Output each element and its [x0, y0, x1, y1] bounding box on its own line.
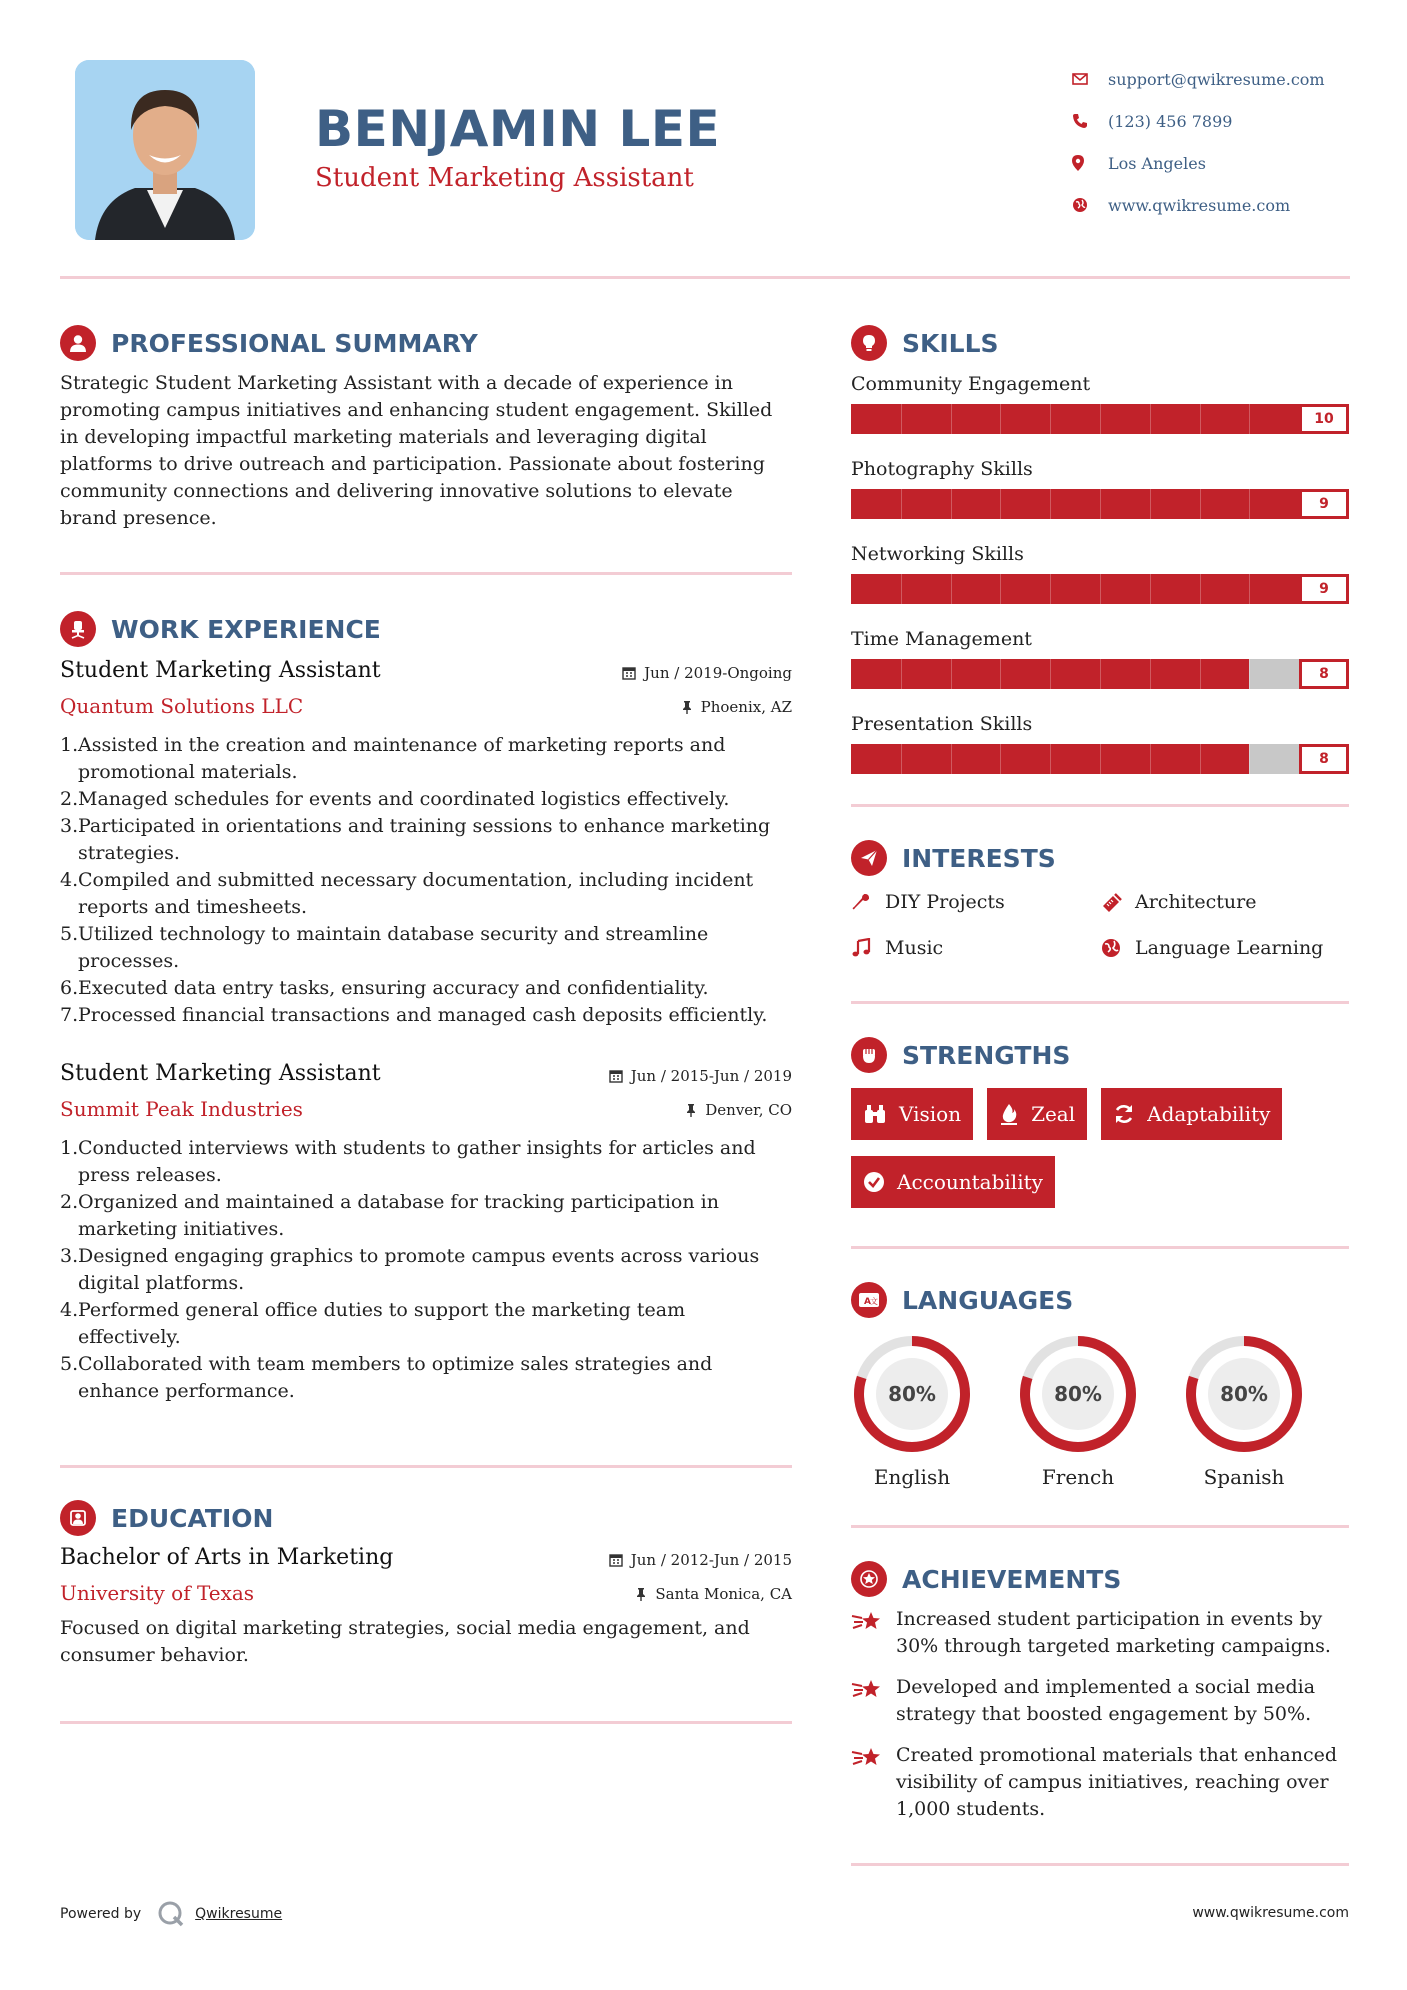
contact-location: [1072, 142, 1372, 184]
interests-divider: [851, 1001, 1349, 1004]
lightbulb-icon: [851, 325, 887, 361]
job-entry: [60, 654, 792, 1029]
graduate-icon: [60, 1500, 96, 1536]
skill-bar-segment: [951, 574, 952, 604]
contact-website[interactable]: [1072, 184, 1372, 226]
skill-value: 10: [1299, 404, 1349, 434]
refresh-icon: [1113, 1103, 1135, 1125]
skill-bar-segment: [1100, 744, 1101, 774]
check-circle-icon: [863, 1171, 885, 1193]
skill-bar-segment: [1050, 404, 1051, 434]
language-percent: 80%: [888, 1382, 936, 1406]
contact-list: [1072, 58, 1372, 226]
powered-by-label: Powered by: [60, 1906, 142, 1922]
achievement-item: Created promotional materials that enhanced visibility of campus initiatives, reaching over 1,000 students.: [851, 1742, 1349, 1823]
language-percent: 80%: [1054, 1382, 1102, 1406]
skill-value: 8: [1299, 659, 1349, 689]
language-item: [1183, 1333, 1349, 1489]
language-ring: [851, 1333, 973, 1455]
left-column: [60, 320, 792, 1724]
job-title: Student Marketing Assistant: [60, 658, 381, 683]
user-icon: [60, 325, 96, 361]
job-date: Jun / 2015-Jun / 2019: [609, 1067, 792, 1085]
education-date: Jun / 2012-Jun / 2015: [609, 1551, 792, 1569]
job-company: Quantum Solutions LLC: [60, 694, 304, 718]
paper-plane-icon: [851, 840, 887, 876]
degree-title: Bachelor of Arts in Marketing: [60, 1545, 394, 1570]
skill-value: 9: [1299, 489, 1349, 519]
skill-bar-segment: [1100, 489, 1101, 519]
calendar-icon: [622, 666, 636, 680]
interest-item: DIY Projects: [851, 889, 1101, 915]
contact-email-text: support@qwikresume.com: [1108, 69, 1325, 89]
list-item: 4. Performed general office duties to support the marketing team effectively.: [60, 1299, 686, 1348]
skill-fill: [851, 489, 1299, 519]
list-item: 3. Designed engaging graphics to promote campus events across various digital platforms.: [60, 1245, 760, 1294]
skill-bar-segment: [1200, 574, 1201, 604]
education-divider: [60, 1721, 792, 1724]
skill-name: Presentation Skills: [851, 713, 1033, 735]
languages-title: LANGUAGES: [902, 1285, 1074, 1315]
education-entry: [60, 1541, 792, 1669]
interests-list: [851, 889, 1349, 961]
language-ring: [1017, 1333, 1139, 1455]
summary-text: Strategic Student Marketing Assistant with a decade of experience in promoting campus initiatives and enhancing student engagement. Skilled in developing impactful marketing materials and leveraging digital platforms to drive outreach and participation. Passionate about fostering community connections and delivering innovative solutions to elevate brand presence.: [60, 372, 773, 529]
job-location: Denver, CO: [685, 1101, 792, 1119]
globe-icon: [1101, 938, 1135, 958]
skill-bar-segment: [1200, 404, 1201, 434]
summary-divider: [60, 572, 792, 575]
education-title: EDUCATION: [111, 1503, 274, 1533]
job-duties: [60, 1135, 792, 1405]
list-item: 6. Executed data entry tasks, ensuring accuracy and confidentiality.: [60, 977, 709, 999]
star-badge-icon: [851, 1561, 887, 1597]
globe-icon: [1072, 197, 1108, 213]
skills-title: SKILLS: [902, 328, 999, 358]
languages-heading: [851, 1277, 1349, 1323]
list-item: 5. Collaborated with team members to optimize sales strategies and enhance performance.: [60, 1353, 713, 1402]
skill-item: [851, 536, 1349, 604]
skill-name: Time Management: [851, 628, 1032, 650]
binoculars-icon: [863, 1104, 887, 1124]
calendar-icon: [609, 1069, 623, 1083]
language-item: [1017, 1333, 1183, 1489]
skill-bar-segment: [1150, 744, 1151, 774]
skills-list: [851, 366, 1349, 774]
skill-bar-segment: [901, 574, 902, 604]
skill-bar-segment: [1000, 489, 1001, 519]
skill-bar-segment: [1249, 744, 1250, 774]
strengths-list: [851, 1088, 1349, 1208]
achievement-item: Developed and implemented a social media strategy that boosted engagement by 50%.: [851, 1674, 1349, 1728]
phone-icon: [1072, 113, 1108, 129]
skill-bar-segment: [1249, 489, 1250, 519]
candidate-title: Student Marketing Assistant: [315, 163, 694, 193]
summary-heading: [60, 320, 792, 366]
experience-title: WORK EXPERIENCE: [111, 614, 381, 644]
skill-bar-segment: [1100, 404, 1101, 434]
skill-name: Photography Skills: [851, 458, 1033, 480]
contact-location-text: Los Angeles: [1108, 153, 1206, 173]
strengths-title: STRENGTHS: [902, 1040, 1071, 1070]
calendar-icon: [609, 1553, 623, 1567]
interest-item: Music: [851, 935, 1101, 961]
skills-heading: [851, 320, 1349, 366]
contact-phone-text: (123) 456 7899: [1108, 111, 1233, 131]
experience-heading: [60, 606, 792, 652]
envelope-icon: [1072, 72, 1108, 86]
skill-item: [851, 366, 1349, 434]
pushpin-icon: [685, 1103, 697, 1117]
skill-bar-segment: [1000, 744, 1001, 774]
education-text: Focused on digital marketing strategies, social media engagement, and consumer behavior.: [60, 1617, 750, 1666]
languages-divider: [851, 1525, 1349, 1528]
interest-item: Architecture: [1101, 889, 1349, 915]
skill-bar-segment: [1000, 404, 1001, 434]
skill-bar-segment: [1150, 574, 1151, 604]
wrench-icon: [851, 892, 885, 912]
skill-bar: [851, 744, 1349, 774]
achievement-item: Increased student participation in events by 30% through targeted marketing campaigns.: [851, 1606, 1349, 1660]
language-percent: 80%: [1220, 1382, 1268, 1406]
job-duties: [60, 732, 792, 1029]
language-name: English: [873, 1465, 951, 1489]
location-pin-icon: [1072, 155, 1108, 171]
skill-bar-segment: [951, 489, 952, 519]
skill-bar-segment: [1000, 659, 1001, 689]
svg-text:文: 文: [870, 1297, 878, 1306]
skill-item: [851, 706, 1349, 774]
skill-bar-segment: [1050, 489, 1051, 519]
footer-powered-by: [60, 1900, 282, 1928]
skill-bar-segment: [1200, 744, 1201, 774]
strength-chip: Accountability: [851, 1156, 1055, 1208]
skill-bar-segment: [1200, 659, 1201, 689]
skill-name: Community Engagement: [851, 373, 1091, 395]
skill-bar-segment: [1050, 659, 1051, 689]
interests-heading: [851, 835, 1349, 881]
ruler-pencil-icon: [1101, 892, 1135, 912]
interests-title: INTERESTS: [902, 843, 1056, 873]
skill-bar-segment: [1249, 574, 1250, 604]
skill-bar-segment: [951, 744, 952, 774]
language-ring: [1183, 1333, 1305, 1455]
shooting-star-icon: [851, 1742, 896, 1823]
skill-bar-segment: [1100, 659, 1101, 689]
skill-bar-segment: [1150, 404, 1151, 434]
list-item: 2. Managed schedules for events and coordinated logistics effectively.: [60, 788, 730, 810]
list-item: 4. Compiled and submitted necessary documentation, including incident reports and timesheets.: [60, 869, 754, 918]
skill-bar-segment: [1249, 659, 1250, 689]
summary-title: PROFESSIONAL SUMMARY: [111, 328, 478, 358]
language-item: [851, 1333, 1017, 1489]
skill-value: 8: [1299, 744, 1349, 774]
job-entry: [60, 1057, 792, 1405]
skill-bar: [851, 404, 1349, 434]
strength-chip: Zeal: [987, 1088, 1087, 1140]
fire-icon: [999, 1103, 1019, 1125]
footer-url[interactable]: www.qwikresume.com: [1192, 1905, 1349, 1921]
school-name: University of Texas: [60, 1581, 255, 1605]
skill-bar-segment: [1150, 489, 1151, 519]
skills-divider: [851, 804, 1349, 807]
skill-bar-segment: [1200, 489, 1201, 519]
achievements-list: [851, 1606, 1349, 1823]
pushpin-icon: [681, 700, 693, 714]
skill-bar: [851, 659, 1349, 689]
skill-bar-segment: [901, 659, 902, 689]
right-column: [851, 320, 1349, 1866]
skill-bar-segment: [1150, 659, 1151, 689]
strength-chip: Vision: [851, 1088, 973, 1140]
strengths-divider: [851, 1246, 1349, 1249]
skill-fill: [851, 574, 1299, 604]
job-location: Phoenix, AZ: [681, 698, 792, 716]
interest-item: Language Learning: [1101, 935, 1349, 961]
skill-bar: [851, 489, 1349, 519]
strength-chip: Adaptability: [1101, 1088, 1282, 1140]
skill-item: [851, 621, 1349, 689]
shooting-star-icon: [851, 1606, 896, 1660]
skill-bar: [851, 574, 1349, 604]
svg-text:A: A: [864, 1297, 871, 1307]
achievements-divider: [851, 1863, 1349, 1866]
contact-email[interactable]: [1072, 58, 1372, 100]
contact-website-text: www.qwikresume.com: [1108, 195, 1291, 215]
qwikresume-logo-icon: [157, 1900, 185, 1928]
skill-bar-segment: [901, 404, 902, 434]
skill-bar-segment: [901, 489, 902, 519]
header-divider: [60, 276, 1350, 279]
strengths-heading: [851, 1032, 1349, 1078]
job-company: Summit Peak Industries: [60, 1097, 303, 1121]
skill-bar-segment: [901, 744, 902, 774]
fist-icon: [851, 1037, 887, 1073]
skill-bar-segment: [1249, 404, 1250, 434]
skill-item: [851, 451, 1349, 519]
language-icon: [851, 1282, 887, 1318]
education-heading: [60, 1495, 792, 1541]
candidate-name: BENJAMIN LEE: [315, 100, 721, 158]
achievements-heading: [851, 1556, 1349, 1602]
skill-bar-segment: [1050, 574, 1051, 604]
skill-bar-segment: [1000, 574, 1001, 604]
shooting-star-icon: [851, 1674, 896, 1728]
qwikresume-link[interactable]: Qwikresume: [195, 1906, 283, 1922]
skill-value: 9: [1299, 574, 1349, 604]
skill-name: Networking Skills: [851, 543, 1024, 565]
job-date: Jun / 2019-Ongoing: [622, 664, 792, 682]
pushpin-icon: [635, 1587, 647, 1601]
achievements-title: ACHIEVEMENTS: [902, 1564, 1122, 1594]
language-name: French: [1041, 1465, 1115, 1489]
skill-bar-segment: [1050, 744, 1051, 774]
skill-bar-segment: [1100, 574, 1101, 604]
contact-phone[interactable]: [1072, 100, 1372, 142]
list-item: 5. Utilized technology to maintain database security and streamline processes.: [60, 923, 709, 972]
music-note-icon: [851, 938, 885, 958]
languages-list: [851, 1333, 1349, 1489]
office-chair-icon: [60, 611, 96, 647]
experience-divider: [60, 1465, 792, 1468]
profile-photo: [75, 60, 255, 240]
skill-bar-segment: [951, 404, 952, 434]
resume-header: [0, 0, 1407, 280]
list-item: 3. Participated in orientations and training sessions to enhance marketing strategies.: [60, 815, 771, 864]
job-title: Student Marketing Assistant: [60, 1061, 381, 1086]
list-item: 1. Conducted interviews with students to gather insights for articles and press releases.: [60, 1137, 756, 1186]
list-item: 2. Organized and maintained a database for tracking participation in marketing initiatives.: [60, 1191, 719, 1240]
skill-bar-segment: [951, 659, 952, 689]
language-name: Spanish: [1203, 1465, 1285, 1489]
list-item: 1. Assisted in the creation and maintenance of marketing reports and promotional materials.: [60, 734, 726, 783]
list-item: 7. Processed financial transactions and managed cash deposits efficiently.: [60, 1004, 768, 1026]
education-location: Santa Monica, CA: [635, 1585, 792, 1603]
